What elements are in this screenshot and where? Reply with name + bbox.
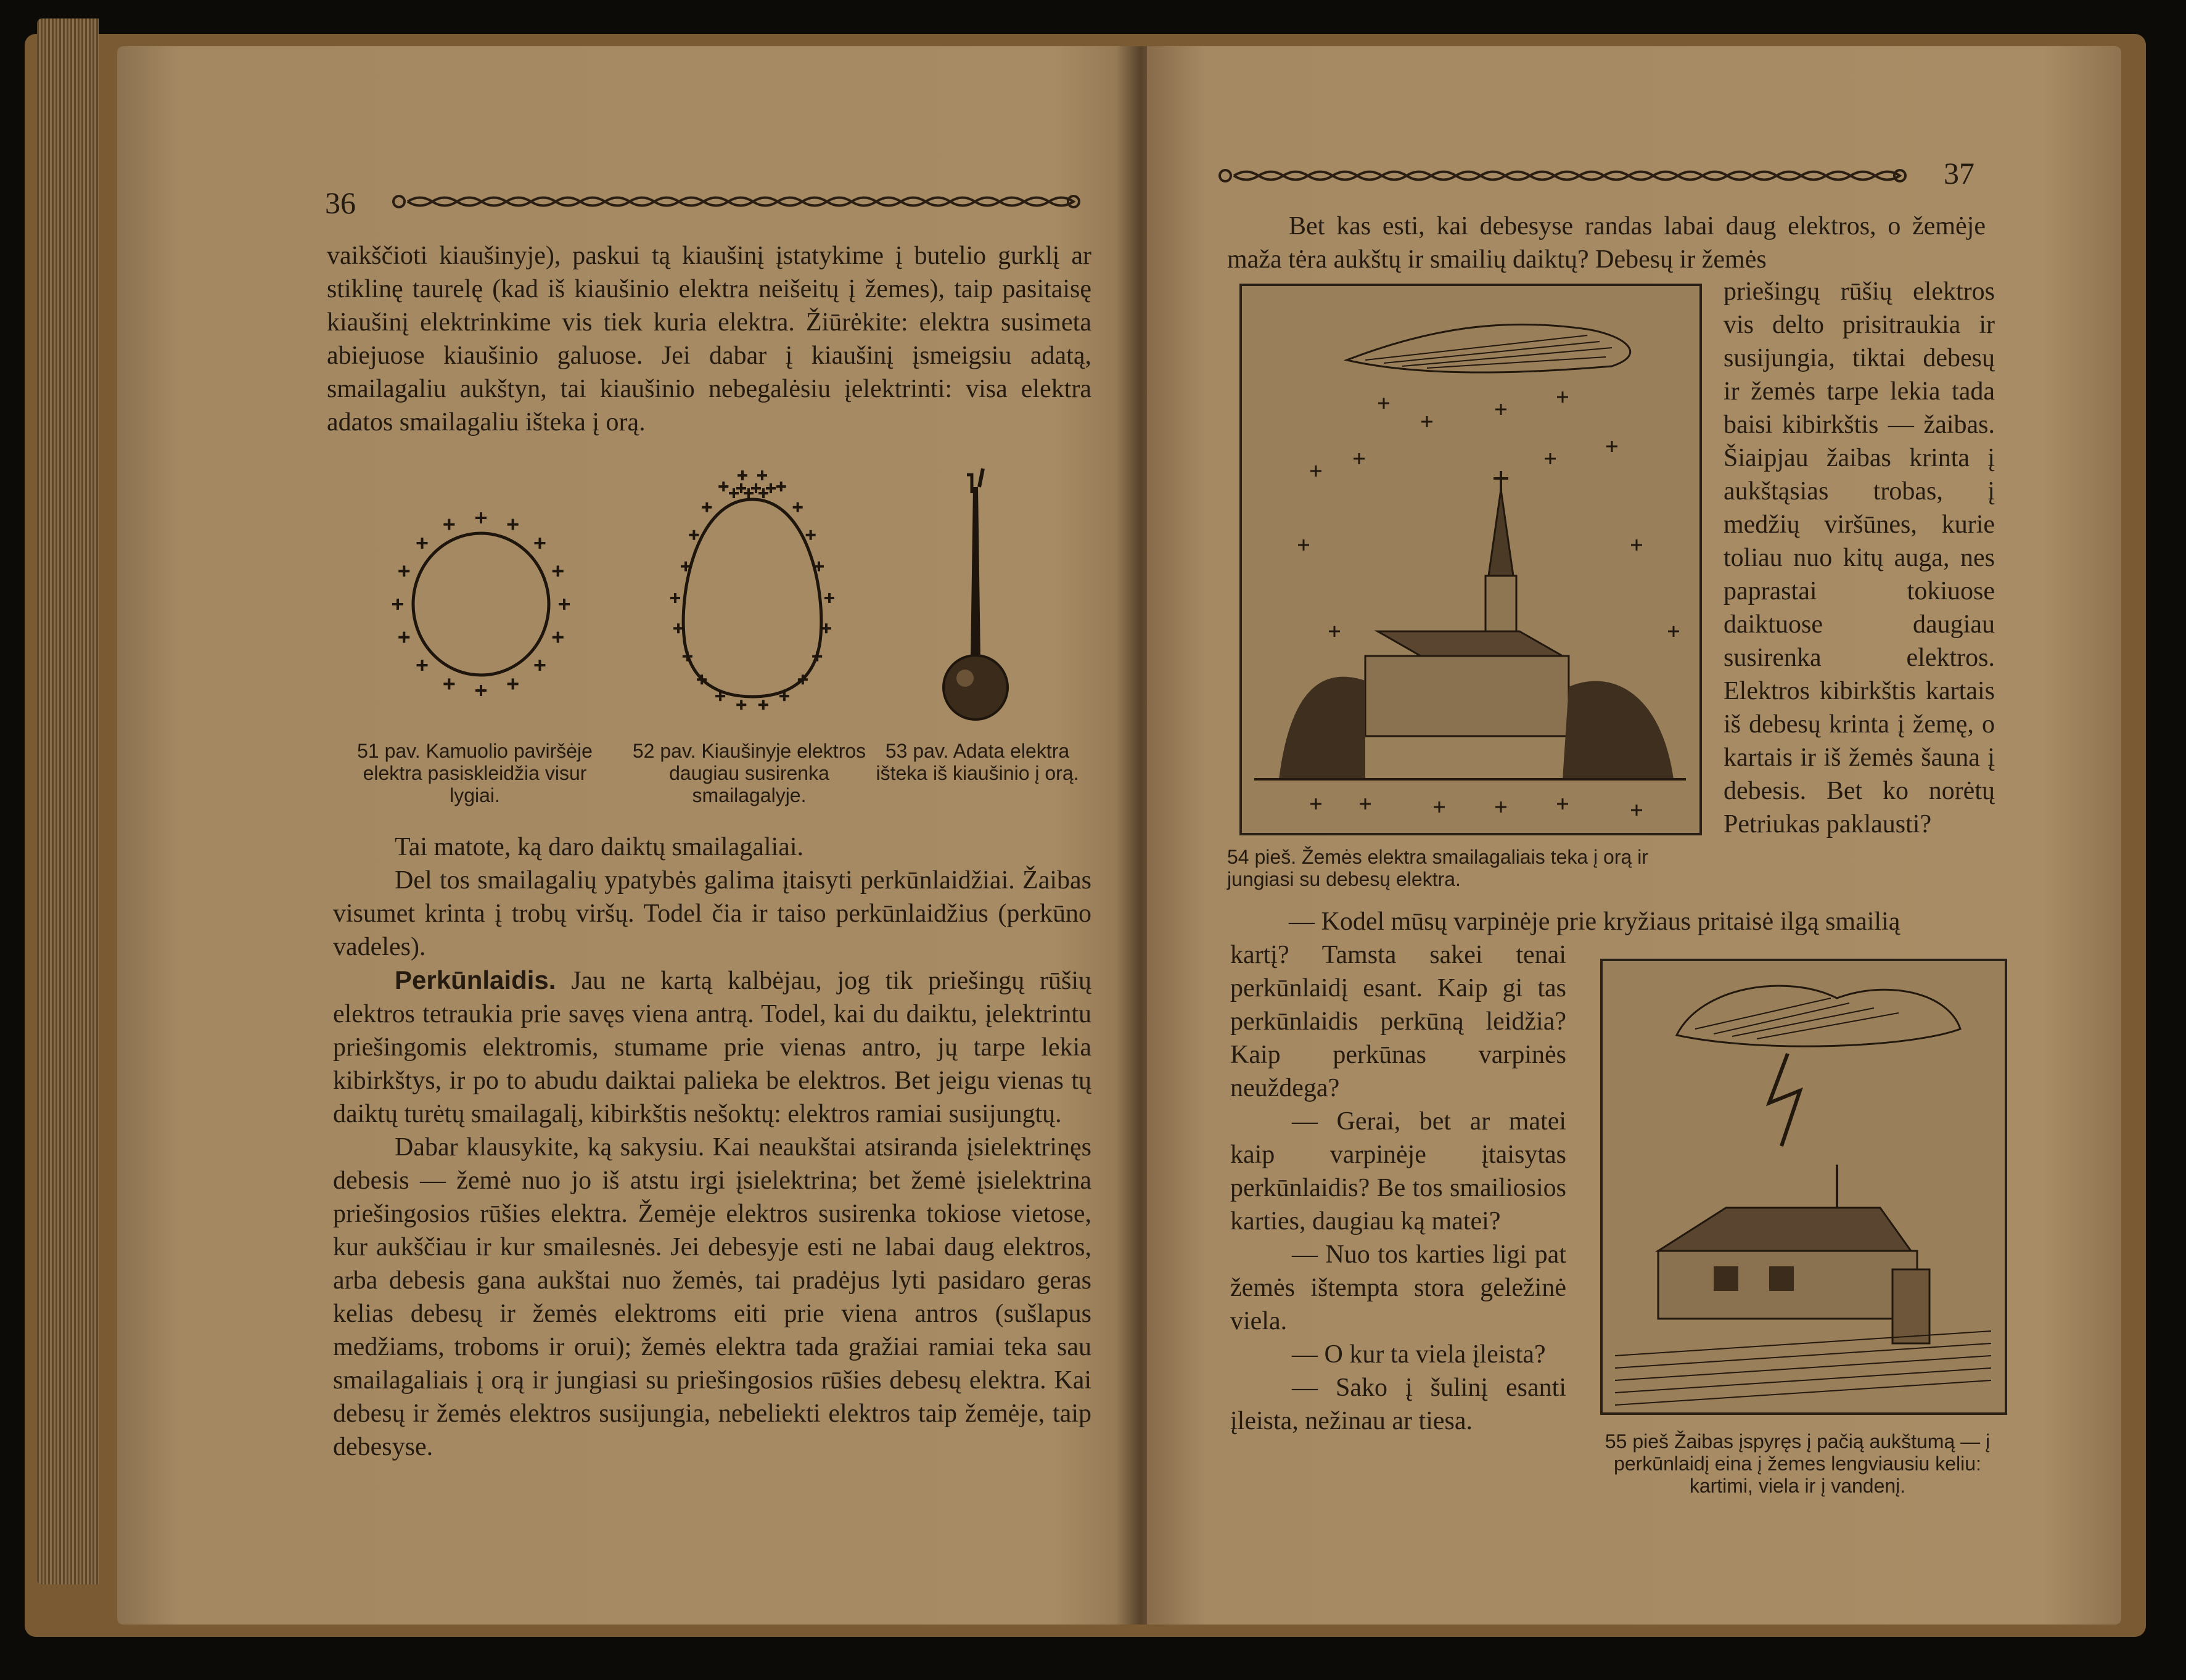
page-edges <box>37 18 99 1584</box>
dialogue-5: — Sako į šulinį esanti įleista, nežinau ar tiesa. <box>1230 1374 1566 1435</box>
right-full-line: — Kodel mūsų varpinėje prie kryžiaus pritaisė ilgą smailią <box>1289 908 1900 936</box>
page-number-left: 36 <box>325 186 356 220</box>
paragraph-3-heading: Perkūnlaidis. <box>395 965 556 994</box>
right-left-column-text <box>1230 938 1566 1438</box>
figure-53-needle <box>919 450 1030 727</box>
paragraph-2: Del tos smailagalių ypatybės galima įtaisyti perkūnlaidžiai. Žaibas visumet krinta į trobų viršų. Todel čia ir taiso perkūnlaidžius (perkūno vadeles). <box>333 866 1091 961</box>
paragraph-3-text: Jau ne kartą kalbėjau, jog tik priešingų rūšių elektros tetraukia prie savęs viena antrą. Todel, kai du daiktu, įelektrintu priešingomis elektromis, stumame prie vienas antro, jų tarpe lekia kibirkštys, ir po to abudu daiktai palieka be elektros. Bet jeigu vienas tų daiktų turėtų smailagalį, kibirkštis nešoktų: elektros ramiai susijungtų. <box>333 967 1092 1128</box>
figure-52-egg <box>654 469 851 727</box>
figure-54-caption: 54 pieš. Žemės elektra smailagaliais teka į orą ir jungiasi su debesų elektra. <box>1227 846 1648 890</box>
dialogue-2: — Gerai, bet ar matei kaip varpinėje įtaisytas perkūnlaidis? Be tos smailiosios karties, daugiau ką matei? <box>1230 1107 1566 1235</box>
figure-51-caption: 51 pav. Kamuolio paviršėje elektra pasiskleidžia visur lygiai. <box>357 740 593 806</box>
right-top-text: Bet kas esti, kai debesyse randas labai daug elektros, o žemėje maža tėra aukštų ir smailių daiktų? Debesų ir žemės <box>1227 212 1986 274</box>
ornament-border-right <box>1218 168 1909 184</box>
left-intro-text <box>327 239 1091 439</box>
intro-paragraph: vaikščioti kiaušinyje), paskui tą kiaušinį įstatykime į butelio gurklį ar stiklinę taurelę (kad iš kiaušinio elektra neišeitų į žemes), taip pasitaisę kiaušinį elektrinkime vis tiek kuria elektra. Žiūrėkite: elektra susimeta abiejuose kiaušinio galuose. Jei dabar į kiaušinį įsmeigsiu adatą, smailagaliu aukštyn, tai kiaušinio nebegalėsiu įelektrinti: visa elektra adatos smailagaliu išteka į orą. <box>327 242 1091 436</box>
paragraph-4: Dabar klausykite, ką sakysiu. Kai neaukštai atsiranda įsielektrinęs debesis — žemė nuo jo iš atstu irgi įsielektrina; bet žemė įsielektrina priešingosios rūšies elektra. Žemėje elektros susirenka tokiose vietose, kur aukščiau ir kur smailesnės. Jei debesyje esti ne labai daug elektros, arba debesis gana aukštai nuo žemės, tai pradėjus lyti pasidaro geras kelias debesų ir žemės elektroms eiti prie viena antros (sušlapus medžiams, troboms ir orui); žemės elektra tada gražiai ramiai teka sau smailagaliais į orą ir jungiasi su priešingosios rūšies debesų elektra. Kai debesų ir žemės elektros susijungia, nebeliekti elektros taip žemėje, taip debesyse. <box>333 1133 1091 1461</box>
left-body-text <box>333 830 1091 1464</box>
figure-51-sphere <box>382 506 580 703</box>
dialogue-4: — O kur ta viela įleista? <box>1292 1340 1546 1369</box>
figure-55-house-lightning-illustration <box>1600 959 2007 1415</box>
dialogue-3: — Nuo tos karties ligi pat žemės ištempta stora geležinė viela. <box>1230 1240 1566 1335</box>
figure-54-church-illustration <box>1239 284 1702 835</box>
right-side-text: priešingų rūšių elektros vis delto prisitraukia ir susijungia, tiktai debesų ir žemės tarpe lekia tada baisi kibirkštis — žaibas. Šiaipjau žaibas krinta į aukštąsias trobas, į medžių viršūnes, kurie toliau nuo kitų auga, nes paprastai tokiuose daiktuose daugiau susirenka elektros. Elektros kibirkštis kartais iš debesų krinta į žemę, o kartais ir iš žemės šauna į debesis. Bet ko norėtų Petriukas paklausti? <box>1724 277 1995 838</box>
figure-55-caption: 55 pieš Žaibas įspyręs į pačią aukštumą — į perkūnlaidį eina į žemes lengviausiu keliu: kartimi, viela ir į vandenį. <box>1605 1430 1991 1497</box>
page-number-right: 37 <box>1944 156 1974 191</box>
dialogue-1: kartį? Tamsta sakei tenai perkūnlaidį esant. Kaip gi tas perkūnlaidis perkūną leidžia? Kaip perkūnas varpinės neuždega? <box>1230 941 1566 1102</box>
paragraph-3 <box>333 964 1091 1131</box>
figure-53-caption: 53 pav. Adata elektra išteka iš kiaušinio į orą. <box>876 740 1079 784</box>
ornament-border-left <box>392 194 1082 210</box>
paragraph-1: Tai matote, ką daro daiktų smailagaliai. <box>395 833 803 861</box>
figure-52-caption: 52 pav. Kiaušinyje elektros daugiau susirenka smailagalyje. <box>632 740 866 806</box>
